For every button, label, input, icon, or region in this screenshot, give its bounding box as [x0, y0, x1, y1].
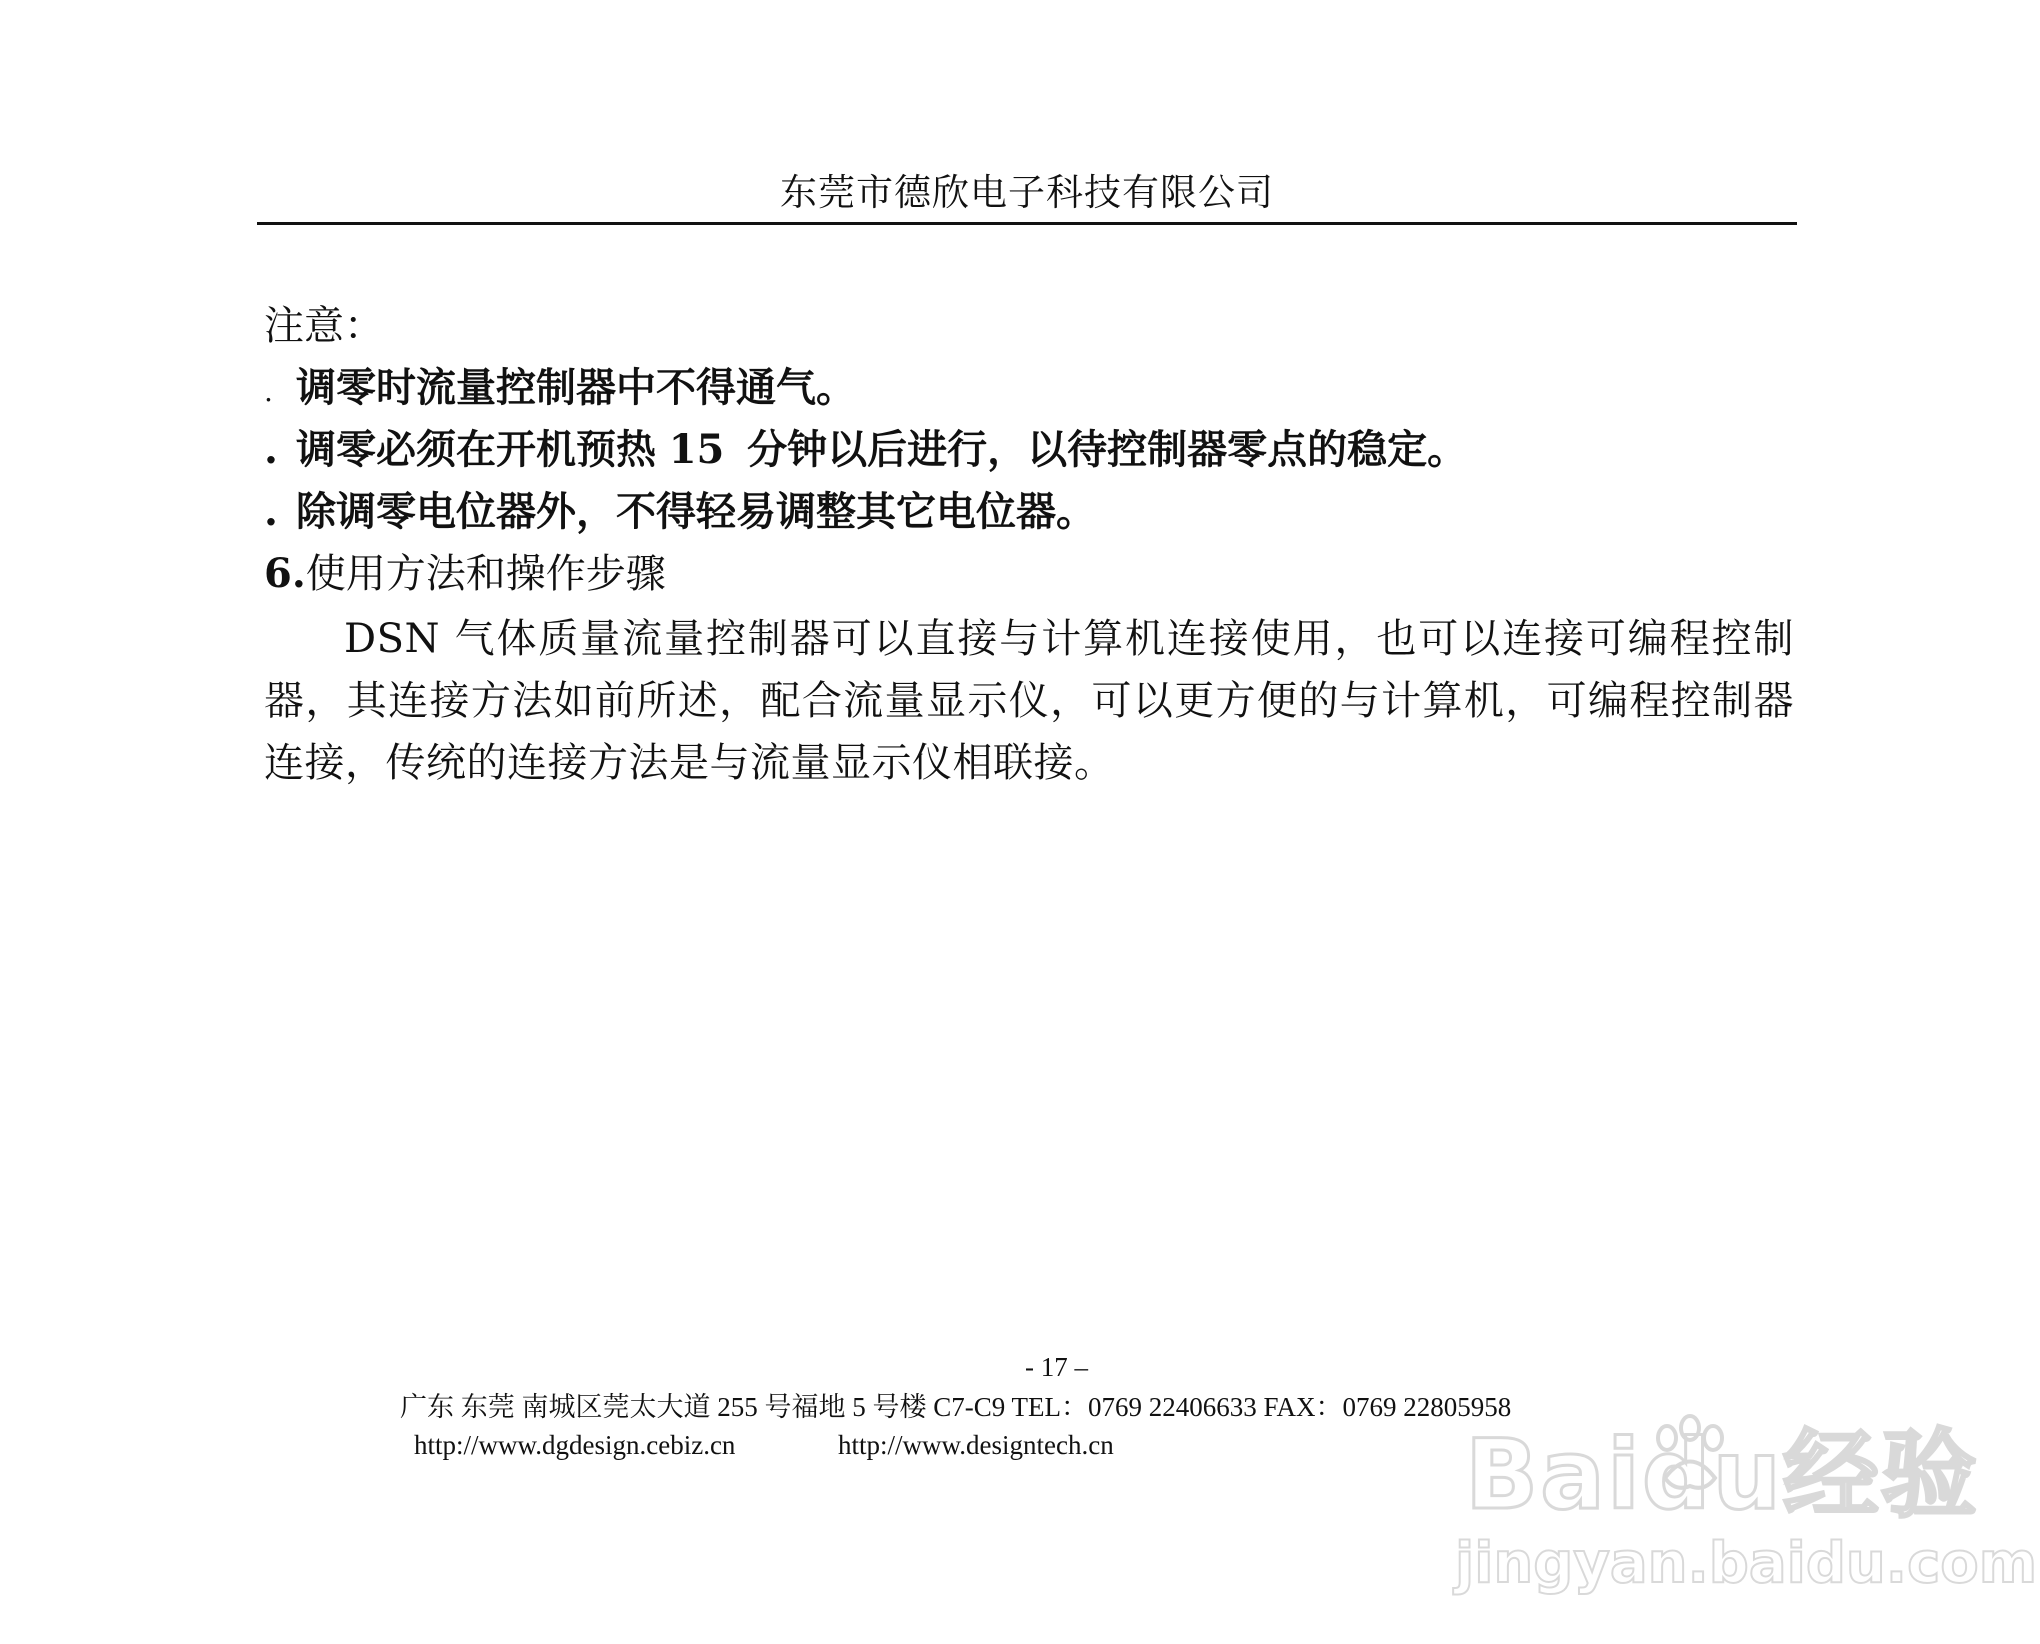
- section-heading: [264, 548, 666, 600]
- watermark-url-text: jingyan.baidu.com: [1455, 1531, 2038, 1596]
- baidu-watermark: [1455, 1419, 2038, 1620]
- note-item-3: [264, 486, 1096, 538]
- notes-heading: 注意：: [264, 303, 384, 349]
- footer-url-2[interactable]: http://www.designtech.cn: [838, 1430, 1114, 1460]
- bullet-dot: .: [264, 426, 278, 473]
- note-item-2-text-b: 分钟以后进行，以待控制器零点的稳定。: [747, 426, 1468, 473]
- footer-address: 广东 东莞 南城区莞太大道 255 号福地 5 号楼 C7-C9 TEL：0769 22406633 FAX：0769 22805958: [400, 1392, 1512, 1422]
- note-item-1-text: 调零时流量控制器中不得通气。: [296, 364, 856, 411]
- section-paragraph: DSN 气体质量流量控制器可以直接与计算机连接使用，也可以连接可编程控制器，其连接方法如前所述，配合流量显示仪，可以更方便的与计算机，可编程控制器连接，传统的连接方法是与流量显示仪相联接。: [264, 616, 1794, 786]
- section-heading-number: 6.: [264, 550, 306, 597]
- note-item-2: [264, 424, 1467, 476]
- note-item-1: [264, 362, 856, 418]
- page-number: - 17 –: [1025, 1352, 1088, 1382]
- bullet-dot: .: [264, 488, 278, 535]
- bullet-dot: .: [264, 375, 273, 408]
- header-company-name: 东莞市德欣电子科技有限公司: [780, 171, 1274, 214]
- section-heading-text: 使用方法和操作步骤: [305, 551, 666, 597]
- note-item-3-text: 除调零电位器外，不得轻易调整其它电位器。: [296, 488, 1096, 535]
- note-item-2-text-a: 调零必须在开机预热: [296, 426, 656, 473]
- header-divider: [257, 222, 1797, 225]
- watermark-logo-text: Baidu经验: [1465, 1419, 1979, 1531]
- note-item-2-number: 15: [668, 426, 725, 473]
- footer-url-1[interactable]: http://www.dgdesign.cebiz.cn: [414, 1430, 736, 1460]
